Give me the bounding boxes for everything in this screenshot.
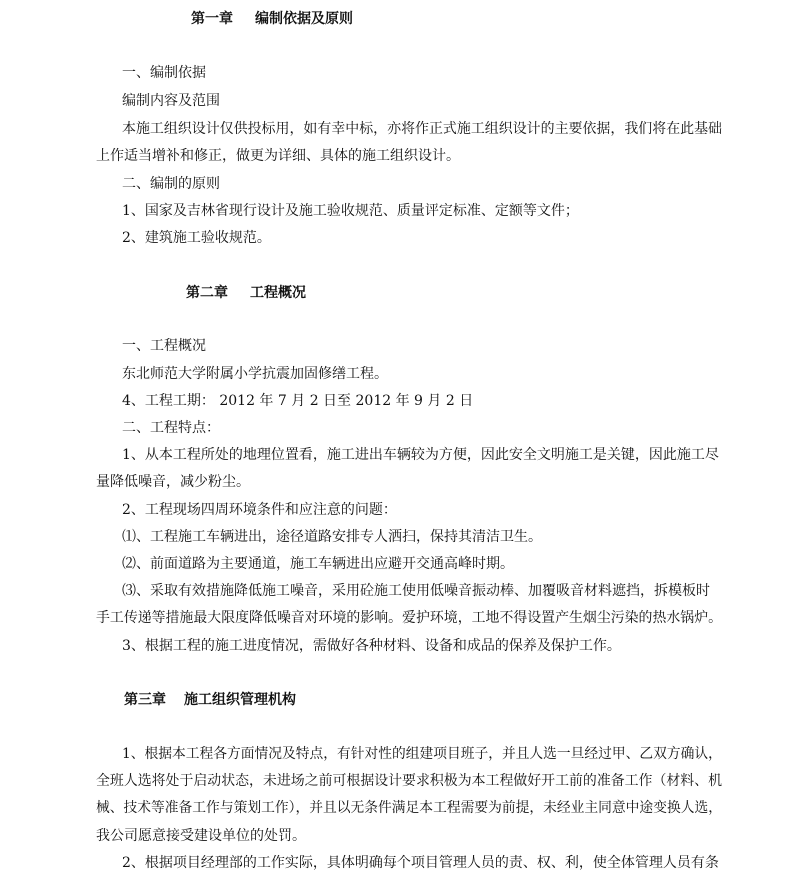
ch2-sub-1: ⑴、工程施工车辆进出，途径道路安排专人洒扫，保持其清洁卫生。 — [122, 529, 542, 545]
chapter-2-heading — [186, 284, 306, 302]
ch1-subheading: 编制内容及范围 — [122, 93, 220, 109]
chapter-1-heading — [191, 10, 353, 28]
ch2-project-name: 东北师范大学附属小学抗震加固修缮工程。 — [122, 366, 388, 382]
ch2-point-3: 3、根据工程的施工进度情况，需做好各种材料、设备和成品的保养及保护工作。 — [122, 638, 621, 654]
ch1-section-1: 一、编制依据 — [122, 65, 206, 81]
ch2-point-1-line-2: 量降低噪音，减少粉尘。 — [96, 474, 250, 490]
chapter-3-number: 第三章 — [124, 692, 166, 708]
ch2-period: 4、工程工期： 2012 年 7 月 2 日至 2012 年 9 月 2 日 — [122, 393, 474, 409]
ch1-section-2: 二、编制的原则 — [122, 176, 220, 192]
ch2-point-1-line-1: 1、从本工程所处的地理位置看，施工进出车辆较为方便，因此安全文明施工是关键，因此施工尽 — [122, 447, 719, 463]
chapter-2-number: 第二章 — [186, 285, 228, 301]
chapter-1-number: 第一章 — [191, 11, 233, 27]
ch1-paragraph-line-2: 上作适当增补和修正，做更为详细、具体的施工组织设计。 — [96, 148, 460, 164]
ch2-sub-3-line-1: ⑶、采取有效措施降低施工噪音，采用砼施工使用低噪音振动棒、加覆吸音材料遮挡，拆模板时 — [122, 583, 710, 599]
ch2-sub-2: ⑵、前面道路为主要通道，施工车辆进出应避开交通高峰时期。 — [122, 556, 514, 572]
ch2-section-1: 一、工程概况 — [122, 338, 206, 354]
ch3-paragraph-1-line-3: 械、技术等准备工作与策划工作），并且以无条件满足本工程需要为前提，未经业主同意中途变换人选， — [96, 800, 722, 816]
chapter-1-title: 编制依据及原则 — [255, 11, 353, 27]
ch3-paragraph-1-line-1: 1、根据本工程各方面情况及特点，有针对性的组建项目班子，并且人选一旦经过甲、乙双方确认， — [122, 746, 722, 762]
ch1-item-1: 1、国家及吉林省现行设计及施工验收规范、质量评定标准、定额等文件； — [122, 203, 579, 219]
ch3-paragraph-1-line-2: 全班人选将处于启动状态，未进场之前可根据设计要求积极为本工程做好开工前的准备工作（材料、机 — [96, 773, 723, 789]
ch3-paragraph-1-line-4: 我公司愿意接受建设单位的处罚。 — [96, 828, 306, 844]
ch2-point-2: 2、工程现场四周环境条件和应注意的问题： — [122, 502, 397, 518]
ch3-paragraph-2-line-1: 2、根据项目经理部的工作实际，具体明确每个项目管理人员的责、权、利，使全体管理人员有条 — [122, 855, 719, 871]
ch1-item-2: 2、建筑施工验收规范。 — [122, 230, 271, 246]
ch2-section-2: 二、工程特点： — [122, 420, 220, 436]
chapter-2-title: 工程概况 — [250, 285, 306, 301]
ch2-sub-3-line-2: 手工传递等措施最大限度降低噪音对环境的影响。爱护环境，工地不得设置产生烟尘污染的热水锅炉。 — [96, 610, 723, 626]
ch1-paragraph-line-1: 本施工组织设计仅供投标用，如有幸中标，亦将作正式施工组织设计的主要依据，我们将在此基础 — [122, 121, 723, 137]
chapter-3-title: 施工组织管理机构 — [184, 692, 296, 708]
chapter-3-heading — [124, 691, 296, 709]
